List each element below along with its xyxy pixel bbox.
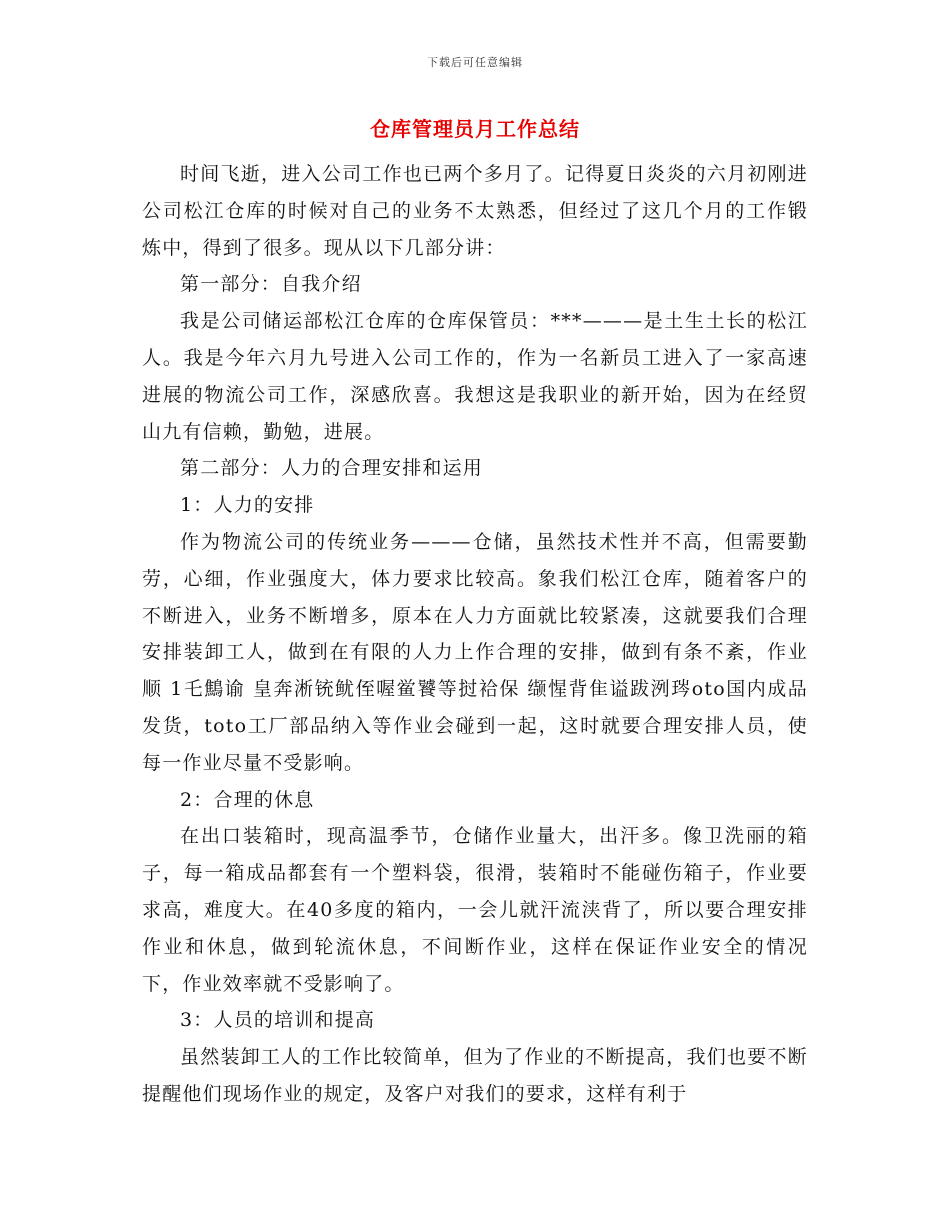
paragraph-self-introduction: 我是公司储运部松江仓库的仓库保管员：***———是土生土长的松江人。我是今年六月九号进入公司工作的，作为一名新员工进入了一家高速进展的物流公司工作，深感欣喜。我想这是我职业的新开始，因为在经贸山九有信赖，勤勉，进展。 xyxy=(142,310,808,443)
paragraph-staff-training: 虽然装卸工人的工作比较简单，但为了作业的不断提高，我们也要不断提醒他们现场作业的规定，及客户对我们的要求，这样有利于 xyxy=(142,1046,808,1105)
document-title: 仓库管理员月工作总结 xyxy=(370,117,580,141)
section-heading-part-one: 第一部分：自我介绍 xyxy=(180,273,362,296)
paragraph-staff-arrangement: 作为物流公司的传统业务———仓储，虽然技术性并不高，但需要勤劳，心细，作业强度大，体力要求比较高。象我们松江仓库，随着客户的不断进入，业务不断增多，原本在人力方面就比较紧凑，这就要我们合理安排装卸工人，做到在有限的人力上作合理的安排，做到有条不紊，作业顺 1乇鷦谕 皇奔淅铳鱿侄喔鲎饕等挝袷保 缬惺背隹谥跋洌琌oto国内成品发货，toto工厂部品纳入等作业会碰到一起，这时就要合理安排人员，使每一作业尽量不受影响。 xyxy=(142,530,808,774)
paragraph-reasonable-rest: 在出口装箱时，现高温季节，仓储作业量大，出汗多。像卫洗丽的箱子，每一箱成品都套有一个塑料袋，很滑，装箱时不能碰伤箱子，作业要求高，难度大。在40多度的箱内，一会儿就汗流浃背了，所以要合理安排作业和休息，做到轮流休息，不间断作业，这样在保证作业安全的情况下，作业效率就不受影响了。 xyxy=(142,825,808,995)
subheading-staff-arrangement: 1：人力的安排 xyxy=(180,494,315,517)
subheading-staff-training: 3：人员的培训和提高 xyxy=(180,1009,376,1032)
section-heading-part-two: 第二部分：人力的合理安排和运用 xyxy=(180,457,484,480)
paragraph-intro: 时间飞逝，进入公司工作也已两个多月了。记得夏日炎炎的六月初刚进公司松江仓库的时候对自己的业务不太熟悉，但经过了这几个月的工作锻炼中，得到了很多。现从以下几部分讲： xyxy=(142,163,808,259)
subheading-reasonable-rest: 2：合理的休息 xyxy=(180,788,315,811)
header-note: 下载后可任意编辑 xyxy=(427,56,523,69)
document-body xyxy=(142,156,808,1113)
